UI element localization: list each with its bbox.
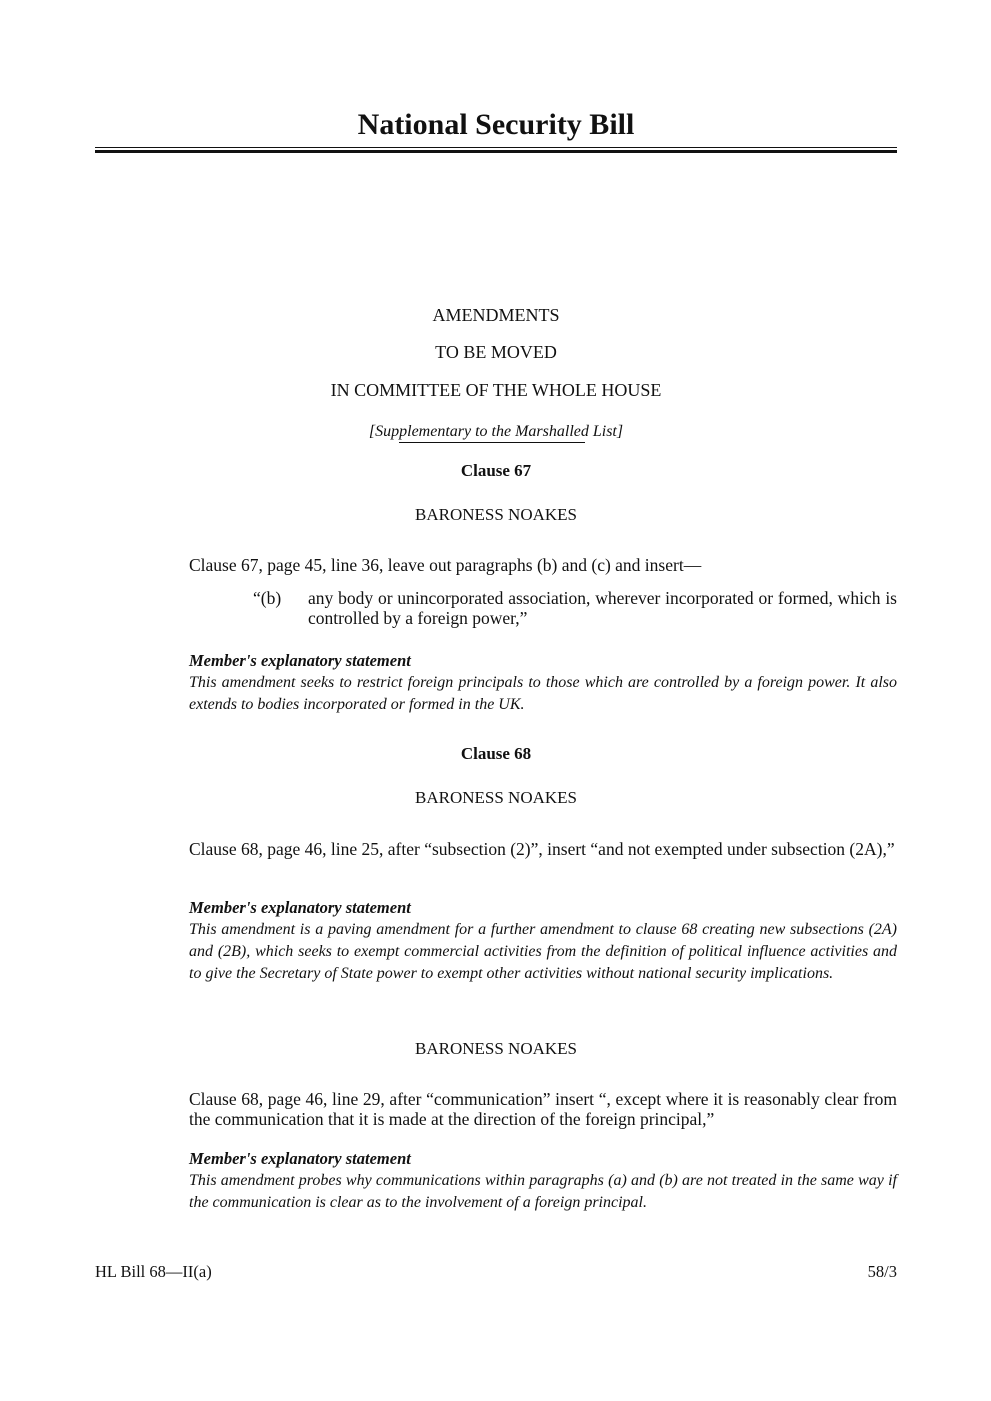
amendment-text: Clause 68, page 46, line 25, after “subsection (2)”, insert “and not exempted under subsection (2A),”: [189, 839, 895, 859]
heading-amendments: AMENDMENTS: [432, 305, 560, 325]
supplementary-note: [Supplementary to the Marshalled List]: [368, 423, 624, 440]
paragraph-text: any body or unincorporated association, wherever incorporated or formed, which is controlled by a foreign power,”: [308, 588, 897, 628]
statement-heading: Member's explanatory statement: [189, 651, 411, 670]
paragraph-number: “(b): [253, 588, 282, 608]
explanatory-statement: This amendment seeks to restrict foreign principals to those which are controlled by a foreign power. It also extends to bodies incorporated or formed in the UK.: [189, 674, 897, 713]
heading-committee: IN COMMITTEE OF THE WHOLE HOUSE: [330, 380, 662, 400]
explanatory-statement: This amendment is a paving amendment for a further amendment to clause 68 creating new subsections (2A) and (2B), which seeks to exempt commercial activities from the definition of political influence activities and to give the Secretary of State power to exempt other activities without national security implications.: [189, 921, 897, 982]
explanatory-statement: This amendment probes why communications within paragraphs (a) and (b) are not treated in the same way if the communication is clear as to the involvement of a foreign principal.: [189, 1172, 897, 1211]
title-rule-thin: [95, 147, 897, 148]
member-name: BARONESS NOAKES: [415, 788, 577, 807]
inserted-paragraph: [253, 588, 897, 628]
amendment-text: Clause 67, page 45, line 36, leave out paragraphs (b) and (c) and insert—: [189, 555, 702, 575]
statement-heading: Member's explanatory statement: [189, 1149, 411, 1168]
heading-to-be-moved: TO BE MOVED: [435, 342, 557, 362]
document-title: National Security Bill: [357, 108, 635, 141]
amendment-text: Clause 68, page 46, line 29, after “communication” insert “, except where it is reasonably clear from the communication that it is made at the direction of the foreign principal,”: [189, 1089, 897, 1129]
page-reference: 58/3: [867, 1262, 897, 1281]
bill-reference: HL Bill 68—II(a): [95, 1262, 212, 1281]
member-name: BARONESS NOAKES: [415, 1039, 577, 1058]
clause-heading: Clause 67: [460, 461, 532, 480]
title-rule-thick: [95, 150, 897, 153]
statement-heading: Member's explanatory statement: [189, 898, 411, 917]
supplementary-underline: [399, 442, 585, 443]
clause-heading: Clause 68: [460, 744, 532, 763]
member-name: BARONESS NOAKES: [415, 505, 577, 524]
